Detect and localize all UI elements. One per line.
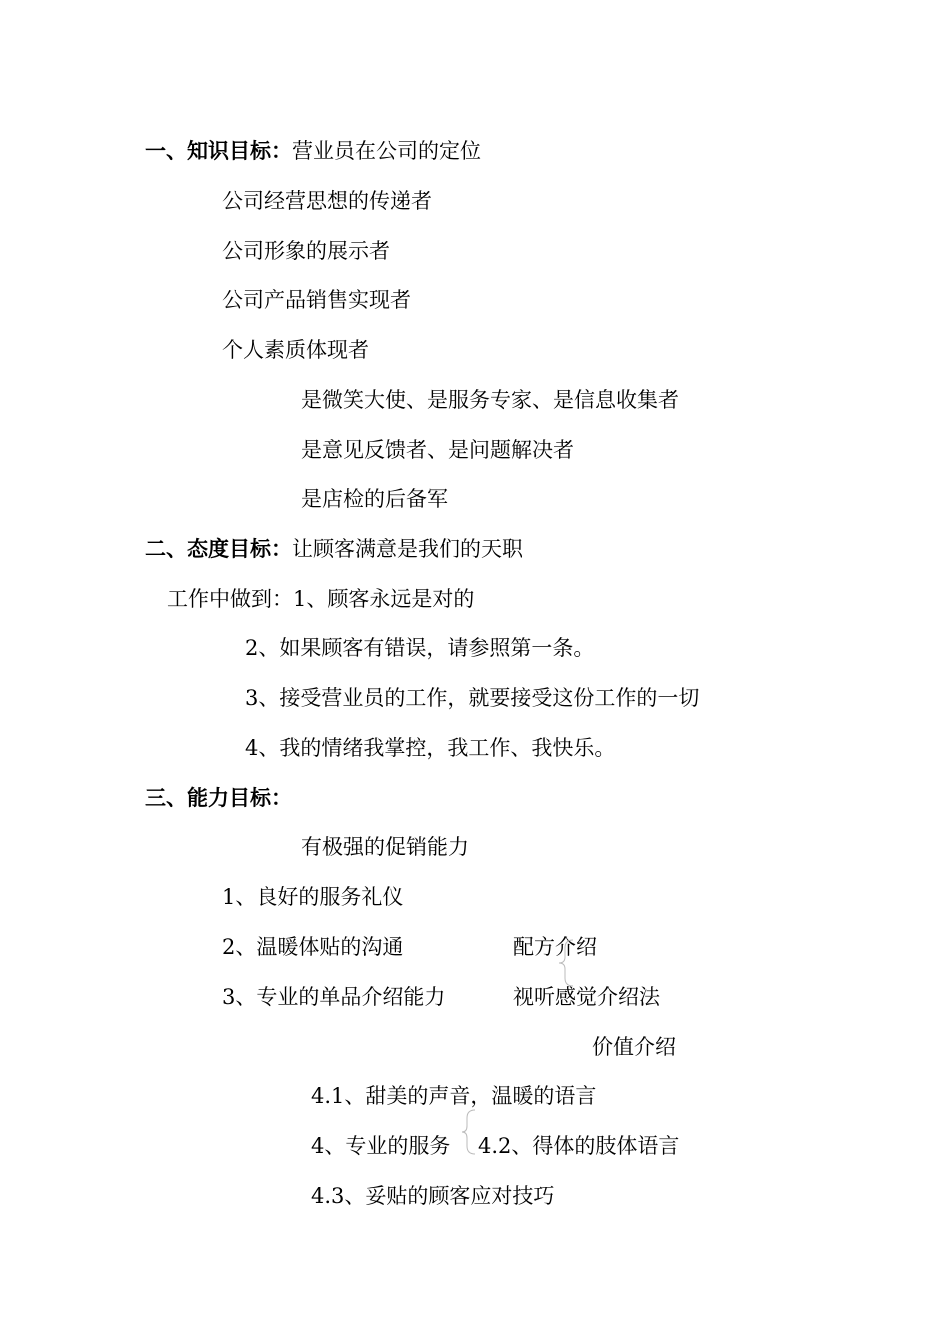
section1-subitem-2: 是意见反馈者、是问题解决者: [301, 438, 574, 462]
section3-intro: 有极强的促销能力: [301, 835, 469, 859]
section1-item-4: 个人素质体现者: [222, 338, 369, 362]
section2-work-line: 工作中做到：1、顾客永远是对的: [167, 587, 475, 611]
section3-item-2: 2、温暖体贴的沟通: [222, 935, 404, 959]
section2-item-4: 4、我的情绪我掌控，我工作、我快乐。: [245, 736, 616, 760]
service-sub-2: 4.2、得体的肢体语言: [478, 1134, 680, 1158]
section1-item-1: 公司经营思想的传递者: [222, 189, 432, 213]
section2-heading: 二、态度目标：: [145, 536, 292, 561]
section1-subtitle: 营业员在公司的定位: [292, 139, 481, 163]
service-sub-3: 4.3、妥贴的顾客应对技巧: [311, 1184, 555, 1208]
section1-subitem-1: 是微笑大使、是服务专家、是信息收集者: [301, 388, 679, 412]
section2-subtitle: 让顾客满意是我们的天职: [292, 537, 523, 561]
section3-heading: 三、能力目标：: [145, 785, 292, 810]
section2-item-2: 2、如果顾客有错误，请参照第一条。: [245, 636, 595, 660]
service-main: 4、专业的服务: [311, 1134, 451, 1158]
method-value: 价值介绍: [592, 1035, 676, 1059]
methods-brace-icon: [555, 938, 579, 988]
section1-item-2: 公司形象的展示者: [222, 239, 390, 263]
service-sub-1: 4.1、甜美的声音，温暖的语言: [311, 1084, 597, 1108]
service-brace-icon: [459, 1108, 479, 1156]
section3-item-3: 3、专业的单品介绍能力: [222, 985, 446, 1009]
section1-item-3: 公司产品销售实现者: [222, 288, 411, 312]
section1-heading-line: [145, 137, 481, 165]
section1-subitem-3: 是店检的后备军: [301, 487, 448, 511]
section1-heading: 一、知识目标：: [145, 138, 292, 163]
method-formula: 配方介绍: [513, 935, 597, 959]
section2-heading-line: [145, 535, 523, 563]
section3-item-1: 1、良好的服务礼仪: [222, 885, 404, 909]
section2-item-3: 3、接受营业员的工作，就要接受这份工作的一切: [245, 686, 700, 710]
method-audiovisual: 视听感觉介绍法: [513, 985, 660, 1009]
